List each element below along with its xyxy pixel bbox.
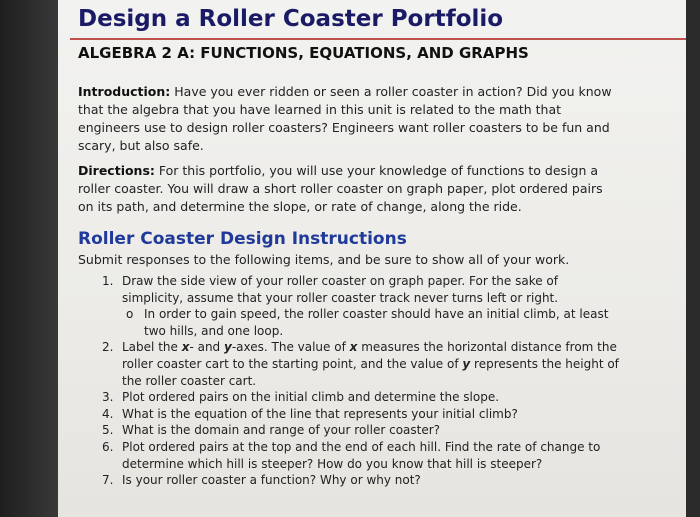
list-item [102,439,622,472]
item-number: 7. [102,473,114,488]
list-item [102,389,622,406]
instructions-intro: Submit responses to the following items, and be sure to show all of your work. [78,252,570,267]
document-title: Design a Roller Coaster Portfolio [78,6,504,32]
item-number: 2. [102,340,114,355]
item-number: 1. [102,274,114,288]
item-text-part: Label the [122,340,182,355]
item-text-part: represents the height of the roller coaster cart. [122,356,619,388]
item-text-part: -axes. The value of [231,340,350,355]
item-text: What is the domain and range of your roller coaster? [122,423,441,438]
screen-edge-shadow [0,0,60,517]
item-text: Is your roller coaster a function? Why or why not? [122,473,421,488]
list-item [102,472,622,489]
item-text-part: measures the horizontal distance from the roller coaster cart to the starting point, and the value of [122,340,617,371]
list-item [102,339,622,389]
document-subtitle: ALGEBRA 2 A: FUNCTIONS, EQUATIONS, AND GRAPHS [78,44,529,62]
math-variable: x [181,340,190,355]
item-number: 5. [102,423,114,438]
list-item [102,273,622,339]
introduction-text: Have you ever ridden or seen a roller coaster in action? Did you know that the algebra that you have learned in this unit is related to the math that engineers use to design roller coasters? Engineers want roller coasters to be fun and scary, but also safe. [78,84,612,153]
introduction-label: Introduction: [78,84,171,99]
item-number: 4. [102,406,114,421]
instructions-list [102,273,622,489]
list-item [102,422,622,439]
sub-list-item [122,306,622,339]
document-page [58,0,686,517]
item-text: Plot ordered pairs at the top and the end of each hill. Find the rate of change to determine which hill is steeper? How do you know that hill is steeper? [122,439,601,471]
directions-text: For this portfolio, you will use your knowledge of functions to design a roller coaster. You will draw a short roller coaster on graph paper, plot ordered pairs on its path, and determine the slope, or rate of change, along the ride. [78,163,603,214]
sub-item-text: In order to gain speed, the roller coaster should have an initial climb, at least two hills, and one loop. [144,307,609,338]
directions-label: Directions: [78,163,155,178]
introduction-paragraph [78,83,613,155]
item-number: 3. [102,390,114,405]
item-text: What is the equation of the line that represents your initial climb? [122,406,518,421]
item-text-part: - and [189,340,224,355]
item-text: Draw the side view of your roller coaster on graph paper. For the sake of simplicity, assume that your roller coaster track never turns left or right. [122,274,559,305]
item-number: 6. [102,439,114,454]
item-text: Plot ordered pairs on the initial climb and determine the slope. [122,390,500,405]
math-variable: x [349,340,358,355]
math-variable: y [224,340,232,355]
math-variable: y [462,356,471,371]
section-heading: Roller Coaster Design Instructions [78,229,407,249]
list-item [102,406,622,423]
directions-paragraph [78,162,613,216]
title-divider [70,38,686,40]
bullet-icon: o [126,307,134,322]
